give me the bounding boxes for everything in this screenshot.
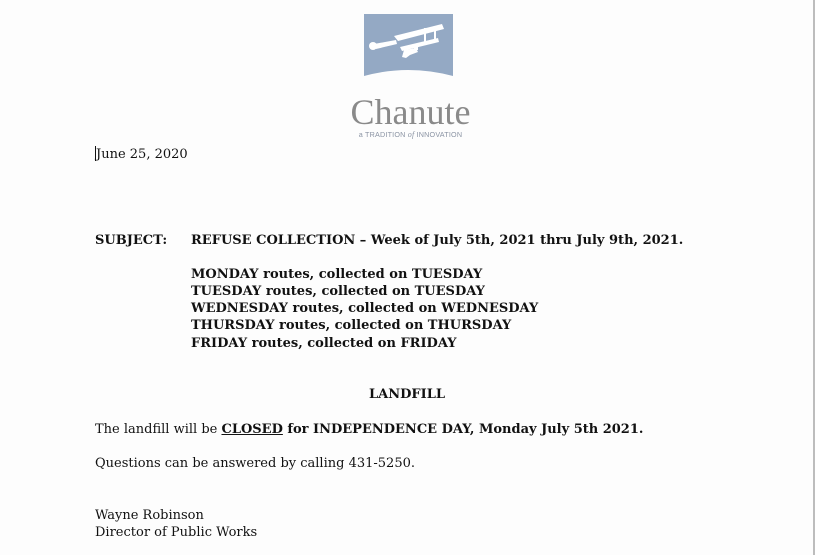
letter-date: June 25, 2020 [96,147,188,162]
logo-tagline: a TRADITION of INNOVATION [358,130,463,139]
route-line: MONDAY routes, collected on TUESDAY [191,267,483,282]
landfill-notice: The landfill will be CLOSED for INDEPENDENCE DAY, Monday July 5th 2021. [95,422,644,437]
subject-text: REFUSE COLLECTION – Week of July 5th, 2021 thru July 9th, 2021. [191,233,684,248]
route-line: THURSDAY routes, collected on THURSDAY [191,318,512,333]
subject-label: SUBJECT: [95,233,168,248]
logo-name: Chanute [350,92,471,132]
route-line: FRIDAY routes, collected on FRIDAY [191,336,457,351]
route-line: WEDNESDAY routes, collected on WEDNESDAY [191,301,539,316]
signature-name: Wayne Robinson [95,508,204,523]
closed-emphasis: CLOSED [221,422,283,437]
route-line: TUESDAY routes, collected on TUESDAY [191,284,485,299]
questions-line: Questions can be answered by calling 431-5250. [95,456,415,471]
signature-title: Director of Public Works [95,525,258,540]
landfill-heading: LANDFILL [369,387,445,402]
biplane-logo-icon [364,14,453,76]
